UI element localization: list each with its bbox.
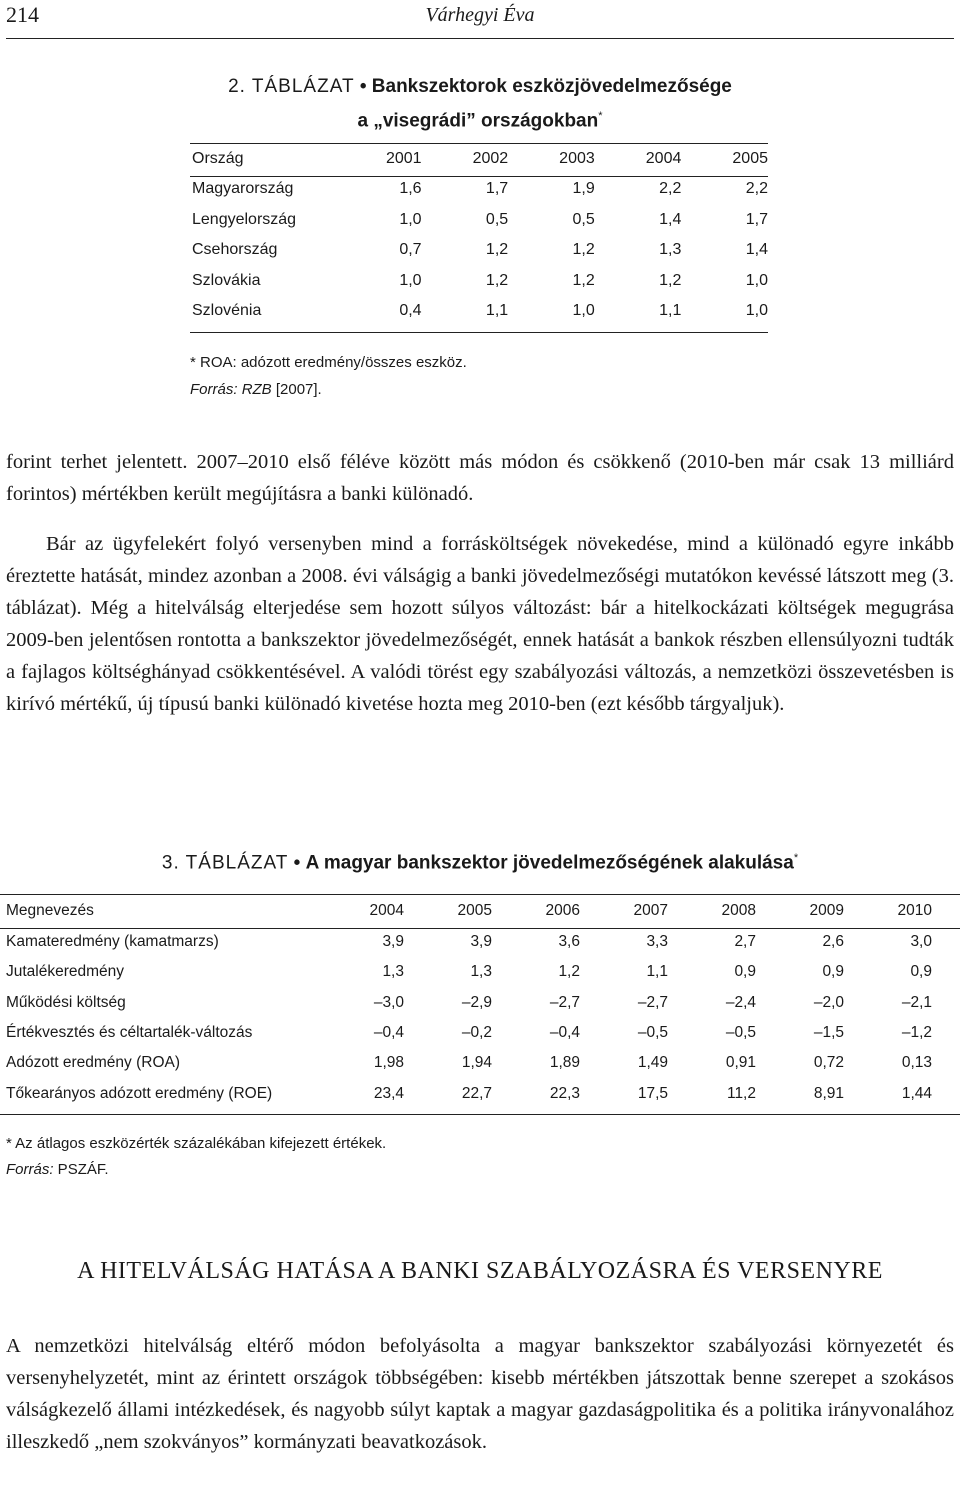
table-cell: 1,7 <box>745 210 768 228</box>
paragraph-3: A nemzetközi hitelválság eltérő módon befolyásolta a magyar bankszektor szabályozási környezetét és versenyhelyzetét, mint az érintett országok többségében: kisebb mértékben játszottak benne szerepet a szokásos válságkezelő állami intézkedések, és nagyobb súlyt kaptak a magyar gazdaságpolitika és a politika irányvonalához illeszkedő „nem szokványos” kormányzati beavatkozások. <box>6 1335 954 1453</box>
table3-footnote: * Az átlagos eszközérték százalékában kifejezett értékek. <box>6 1135 387 1152</box>
table-cell: –1,5 <box>813 1024 844 1042</box>
column-header: 2010 <box>897 902 932 919</box>
table3 <box>6 895 932 1109</box>
table-cell: –2,7 <box>637 993 668 1011</box>
table-row <box>192 205 768 236</box>
table-cell: 1,1 <box>659 302 682 320</box>
row-label: Szlovákia <box>192 271 261 289</box>
column-header: 2004 <box>645 150 682 167</box>
caption-bullet: • <box>359 76 367 97</box>
table-header-row <box>192 144 768 174</box>
source-name: PSZÁF. <box>53 1161 109 1178</box>
table-cell: 1,1 <box>646 963 668 981</box>
table-cell: 1,0 <box>745 271 768 289</box>
table3-source <box>6 1161 109 1178</box>
table-row <box>192 235 768 266</box>
table3-label: 3. TÁBLÁZAT <box>161 852 289 874</box>
table-cell: 0,5 <box>572 210 595 228</box>
column-header: 2003 <box>559 150 595 167</box>
caption-star: * <box>598 110 603 122</box>
table-cell: 23,4 <box>373 1084 404 1102</box>
table-cell: –2,4 <box>725 993 756 1011</box>
row-label: Értékvesztés és céltartalék-változás <box>6 1024 253 1042</box>
table-cell: 1,7 <box>485 180 509 198</box>
table-row <box>192 266 768 297</box>
table-cell: –2,1 <box>901 993 932 1011</box>
column-header: 2007 <box>633 902 668 919</box>
table-row <box>6 957 932 987</box>
table-header-row <box>6 895 932 927</box>
table-cell: 2,2 <box>745 180 768 198</box>
table-cell: 0,9 <box>822 963 844 981</box>
column-header: 2008 <box>721 902 756 919</box>
column-header: 2004 <box>369 902 404 919</box>
table-cell: –0,5 <box>725 1024 756 1042</box>
table-cell: 1,3 <box>382 963 404 981</box>
table-cell: 2,6 <box>822 933 844 951</box>
table-cell: 1,3 <box>470 963 492 981</box>
table-cell: 1,2 <box>558 963 580 981</box>
table-cell: 22,7 <box>461 1084 492 1102</box>
table-cell: –2,0 <box>813 993 844 1011</box>
table-row <box>192 296 768 327</box>
table-cell: 0,13 <box>901 1054 932 1072</box>
section-heading: A HITELVÁLSÁG HATÁSA A BANKI SZABÁLYOZÁSRA ÉS VERSENYRE <box>77 1258 883 1284</box>
table-row <box>6 927 932 957</box>
table-row <box>192 174 768 205</box>
page-header <box>0 0 960 40</box>
table2-footnote: * ROA: adózott eredmény/összes eszköz. <box>190 354 467 371</box>
column-header: 2006 <box>545 902 580 919</box>
column-header: Ország <box>192 150 244 167</box>
table-row <box>6 988 932 1018</box>
caption-bullet: • <box>293 852 301 874</box>
table-cell: 0,9 <box>734 963 756 981</box>
table-cell: 1,3 <box>659 241 682 259</box>
table-cell: 3,3 <box>646 933 668 951</box>
table-cell: 3,9 <box>470 933 492 951</box>
table-cell: 1,9 <box>572 180 595 198</box>
row-label: Csehország <box>192 241 278 259</box>
table-cell: 22,3 <box>549 1084 580 1102</box>
caption-star: * <box>793 852 799 864</box>
row-label: Szlovénia <box>192 302 262 320</box>
table2-title-line1: Bankszektorok eszközjövedelmezősége <box>371 76 732 97</box>
table-cell: 1,0 <box>399 271 422 289</box>
table-cell: –1,2 <box>901 1024 932 1042</box>
table-cell: 1,89 <box>549 1054 580 1072</box>
table-cell: 1,44 <box>901 1084 932 1102</box>
table-cell: 0,4 <box>399 302 422 320</box>
table-row <box>6 1078 932 1108</box>
header-rule <box>6 38 954 39</box>
table-cell: 1,2 <box>572 271 595 289</box>
table-cell: 1,4 <box>659 210 682 228</box>
table-cell: –0,4 <box>549 1024 580 1042</box>
source-year: [2007]. <box>271 381 322 398</box>
table-cell: 2,7 <box>734 933 756 951</box>
table-cell: 2,2 <box>659 180 682 198</box>
source-label: Forrás: <box>190 381 238 398</box>
table-cell: 1,0 <box>745 302 768 320</box>
table-cell: 0,5 <box>485 210 509 228</box>
table2-caption-line2 <box>0 101 960 136</box>
table-cell: 1,2 <box>659 271 682 289</box>
table-cell: –0,2 <box>461 1024 492 1042</box>
table2-bottom-rule <box>190 332 768 333</box>
row-label: Lengyelország <box>192 210 297 228</box>
table-cell: –2,7 <box>549 993 580 1011</box>
table-cell: 1,4 <box>745 241 768 259</box>
table-cell: 1,2 <box>572 241 595 259</box>
table-cell: 11,2 <box>726 1084 756 1102</box>
row-label: Adózott eredmény (ROA) <box>6 1054 181 1072</box>
column-header: Megnevezés <box>6 902 94 919</box>
table-cell: 0,72 <box>813 1054 844 1072</box>
table-cell: 0,91 <box>725 1054 756 1072</box>
table2 <box>192 144 768 327</box>
table2-label: 2. TÁBLÁZAT <box>228 76 355 97</box>
row-label: Magyarország <box>192 180 294 198</box>
table-cell: 1,98 <box>373 1054 404 1072</box>
table-cell: 0,7 <box>399 241 422 259</box>
table2-caption <box>0 72 960 102</box>
table2-source <box>190 381 322 398</box>
row-label: Működési költség <box>6 993 126 1011</box>
table-cell: 1,49 <box>637 1054 668 1072</box>
table-cell: 1,2 <box>485 271 509 289</box>
source-label: Forrás: <box>6 1161 54 1178</box>
table-cell: 3,0 <box>910 933 932 951</box>
table-cell: 0,9 <box>910 963 932 981</box>
table-cell: 1,0 <box>399 210 422 228</box>
row-label: Tőkearányos adózott eredmény (ROE) <box>6 1084 273 1102</box>
row-label: Kamateredmény (kamatmarzs) <box>6 933 219 951</box>
table-cell: 1,2 <box>485 241 509 259</box>
page-number: 214 <box>6 2 39 27</box>
paragraph-2: Bár az ügyfelekért folyó versenyben mind a forrásköltségek növekedése, mind a különadó egyre inkább éreztette hatását, mindez azonban a 2008. évi válságig a banki jövedelmezőségi mutatókon kevéssé látszott meg (3. táblázat). Még a hitelválság elterjedése sem hozott súlyos változást: bár a hitelkockázati költségek megugrása 2009-ben jelentősen rontotta a bankszektor jövedelmezőségét, ennek hatását a bankok részben ellensúlyozni tudták a fajlagos költséghányad csökkentésével. A valódi törést egy szabályozási változás, a nemzetközi összevetésben is kirívó mértékű, új típusú banki különadó kivetése hozta meg 2010-ben (ezt később tárgyaljuk). <box>6 533 954 715</box>
table-row <box>6 1018 932 1048</box>
column-header: 2005 <box>457 902 492 919</box>
column-header: 2002 <box>472 150 509 167</box>
column-header: 2009 <box>809 902 844 919</box>
table-cell: 1,0 <box>572 302 595 320</box>
column-header: 2005 <box>732 150 768 167</box>
table-cell: –0,4 <box>373 1024 404 1042</box>
table-cell: 1,6 <box>399 180 422 198</box>
row-label: Jutalékeredmény <box>6 963 125 981</box>
table-cell: –3,0 <box>373 993 404 1011</box>
table-cell: 3,6 <box>558 933 580 951</box>
table-cell: 8,91 <box>813 1084 844 1102</box>
table3-title: A magyar bankszektor jövedelmezőségének alakulása <box>305 852 794 874</box>
table2-title-line2: a „visegrádi” országokban <box>357 110 599 132</box>
table-cell: –0,5 <box>637 1024 668 1042</box>
column-header: 2001 <box>385 150 422 167</box>
running-head: Várhegyi Éva <box>425 4 535 26</box>
table-cell: 3,9 <box>382 933 404 951</box>
table-cell: 1,94 <box>461 1054 492 1072</box>
table-row <box>6 1048 932 1078</box>
table3-bottom-rule <box>0 1114 960 1115</box>
table-cell: 1,1 <box>485 302 509 320</box>
table3-caption <box>0 852 960 874</box>
source-name: RZB <box>241 381 272 398</box>
paragraph-1: forint terhet jelentett. 2007–2010 első féléve között más módon és csökkenő (2010-ben már csak 13 milliárd forintos) mértékben került megújításra a banki különadó. <box>6 451 954 505</box>
table-cell: –2,9 <box>461 993 492 1011</box>
table-cell: 17,5 <box>637 1084 668 1102</box>
